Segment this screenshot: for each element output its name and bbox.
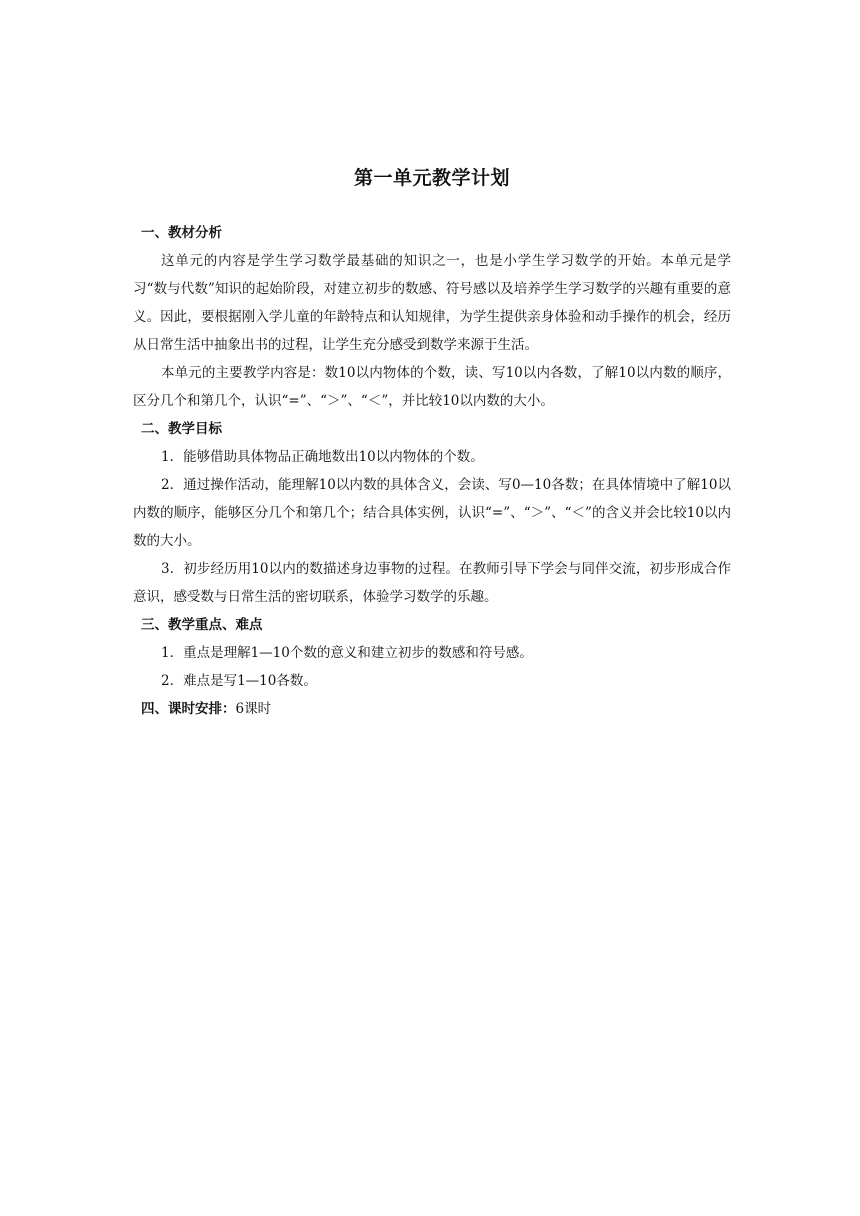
section-heading: 一、教材分析 [141,225,222,241]
section-key-difficult-points [133,611,731,695]
list-item: 3．初步经历用10以内的数描述身边事物的过程。在教师引导下学会与同伴交流，初步形成合作意识，感受数与日常生活的密切联系，体验学习数学的乐趣。 [133,561,731,605]
paragraph: 这单元的内容是学生学习数学最基础的知识之一，也是小学生学习数学的开始。本单元是学习“数与代数”知识的起始阶段，对建立初步的数感、符号感以及培养学生学习数学的兴趣有重要的意义。因此，要根据刚入学儿童的年龄特点和认知规律，为学生提供亲身体验和动手操作的机会，经历从日常生活中抽象出书的过程，让学生充分感受到数学来源于生活。 [133,253,731,353]
section-textbook-analysis [133,219,731,415]
lesson-count: 6课时 [235,701,272,717]
list-item: 2．通过操作活动，能理解10以内数的具体含义，会读、写0—10各数；在具体情境中了解10以内数的顺序，能够区分几个和第几个；结合具体实例，认识“=”、“＞”、“＜”的含义并会比较10以内数的大小。 [133,477,731,549]
section-heading: 二、教学目标 [141,421,222,437]
list-item: 1．能够借助具体物品正确地数出10以内物体的个数。 [161,449,484,465]
list-item: 2．难点是写1—10各数。 [161,673,317,689]
lesson-schedule-line [133,695,731,723]
paragraph: 本单元的主要教学内容是：数10以内物体的个数，读、写10以内各数，了解10以内数的顺序，区分几个和第几个，认识“=”、“＞”、“＜”，并比较10以内数的大小。 [133,365,731,409]
section-teaching-goals [133,415,731,611]
section-heading: 三、教学重点、难点 [141,617,263,633]
document-page [133,163,731,723]
list-item: 1．重点是理解1—10个数的意义和建立初步的数感和符号感。 [161,645,533,661]
document-title: 第一单元教学计划 [353,167,510,189]
section-lesson-schedule [133,695,731,723]
section-heading: 四、课时安排： [141,701,236,717]
